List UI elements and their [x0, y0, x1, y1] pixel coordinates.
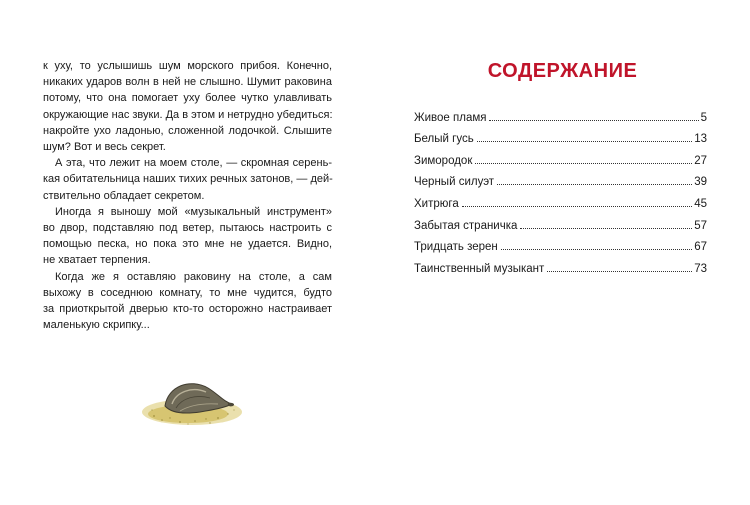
text-line: помощью песка, но пока это мне не удается. Видно, [43, 238, 332, 251]
text-line: шум? Вот и весь секрет. [43, 141, 166, 154]
toc-entry[interactable] [414, 167, 707, 189]
contents-title: СОДЕРЖАНИЕ [487, 60, 638, 82]
text-line: маленькую скрипку... [43, 319, 150, 332]
dot-leader [497, 183, 692, 185]
text-line: окружающие нас звуки. Да в этом и нетрудно убедиться: [43, 108, 333, 121]
paragraph [43, 58, 332, 155]
toc-entry-page: 5 [700, 111, 707, 124]
text-line: ствительно обладает секретом. [43, 189, 205, 202]
dot-leader [462, 205, 692, 207]
shell-tip [228, 403, 234, 407]
text-line: потому, что она помогает уху более чутко улавливать [43, 92, 332, 105]
toc-entry-page: 67 [694, 241, 707, 254]
dot-leader [547, 270, 692, 272]
text-line: за приоткрытой дверью кто-то осторожно настраивает [43, 303, 332, 316]
toc-entry[interactable] [414, 124, 707, 146]
dot-leader [477, 140, 692, 142]
text-line: Иногда я выношу мой «музыкальный инструмент» [55, 205, 332, 218]
story-text [43, 58, 332, 333]
toc-entry-title: Тридцать зерен [414, 241, 498, 254]
toc-entry[interactable] [414, 188, 707, 210]
text-line: выхожу в соседнюю комнату, то мне чудится, будто [43, 286, 332, 299]
text-line: кая обитательница наших тихих речных затонов, — дей- [43, 173, 333, 186]
toc-entry[interactable] [414, 232, 707, 254]
toc-entry-title: Черный силуэт [414, 176, 495, 189]
table-of-contents [414, 102, 707, 275]
text-line: во двор, подставляю под ветер, пытаюсь настроить с [43, 222, 332, 235]
toc-entry-title: Живое пламя [414, 111, 487, 124]
text-line: никаких ударов волн в ней не слышно. Шумит раковина [43, 76, 332, 89]
toc-entry[interactable] [414, 253, 707, 275]
toc-entry-title: Забытая страничка [414, 219, 518, 232]
toc-entry-page: 45 [694, 197, 707, 210]
text-line: А эта, что лежит на моем столе, — скромная серень- [55, 157, 332, 170]
toc-entry-title: Белый гусь [414, 133, 474, 146]
paragraph [43, 155, 332, 204]
toc-entry-page: 57 [694, 219, 707, 232]
dot-leader [475, 162, 692, 164]
toc-entry[interactable] [414, 145, 707, 167]
right-page [375, 0, 750, 505]
toc-entry-page: 39 [694, 176, 707, 189]
text-line: накройте ухо ладонью, сложенной лодочкой. Слышите [43, 124, 332, 137]
dot-leader [520, 227, 692, 229]
paragraph [43, 269, 332, 334]
toc-entry-page: 27 [694, 154, 707, 167]
toc-entry-title: Хитрюга [414, 197, 459, 210]
text-line: не хватает терпения. [43, 254, 151, 267]
text-line: Когда же я оставляю раковину на столе, а сам [55, 270, 332, 283]
toc-entry-title: Зимородок [414, 154, 473, 167]
toc-entry-page: 13 [694, 133, 707, 146]
toc-entry[interactable] [414, 102, 707, 124]
shell-on-sand-illustration [140, 372, 245, 428]
toc-entry[interactable] [414, 210, 707, 232]
toc-entry-page: 73 [694, 262, 707, 275]
text-line: к уху, то услышишь шум морского прибоя. Конечно, [43, 60, 332, 72]
paragraph [43, 204, 332, 269]
toc-entry-title: Таинственный музыкант [414, 262, 545, 275]
dot-leader [489, 119, 698, 121]
dot-leader [501, 248, 692, 250]
